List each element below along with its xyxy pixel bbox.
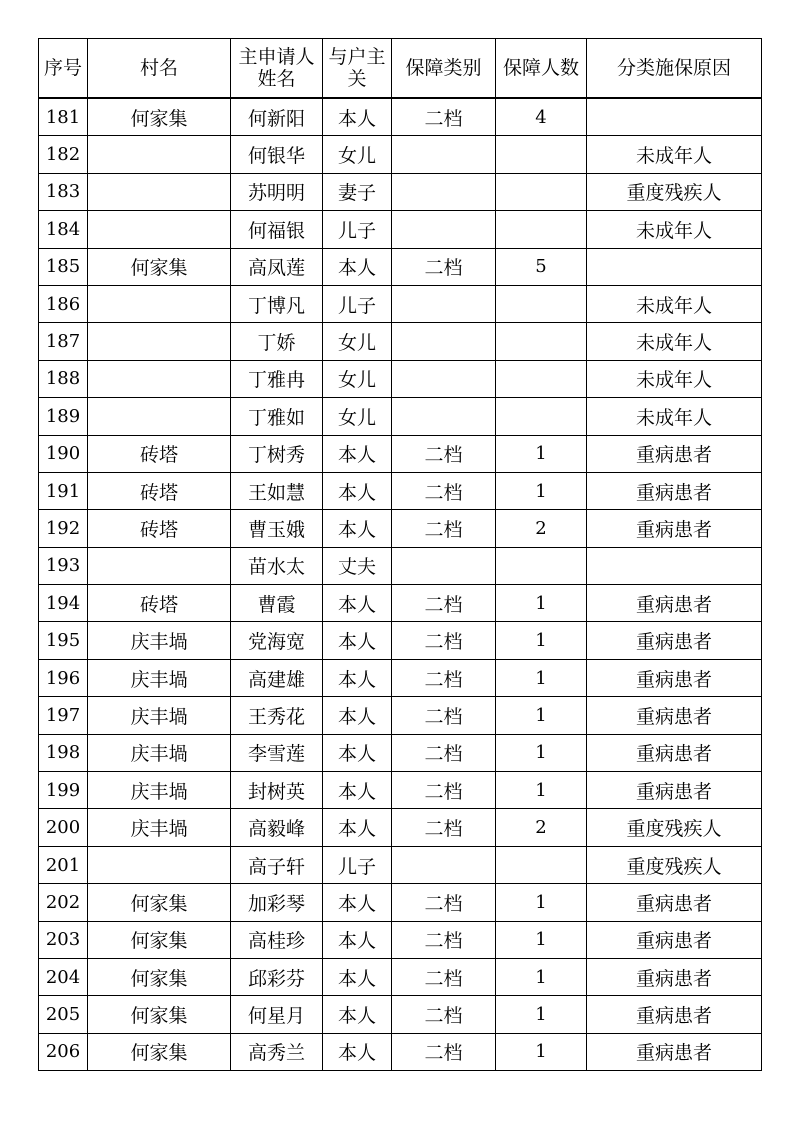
cell-relation: 本人	[323, 697, 392, 734]
cell-category: 二档	[392, 697, 496, 734]
cell-category: 二档	[392, 510, 496, 547]
cell-village: 庆丰堝	[88, 809, 231, 846]
cell-serial: 194	[39, 585, 88, 622]
cell-people-count: 1	[496, 996, 587, 1033]
cell-village: 何家集	[88, 958, 231, 995]
table-row	[39, 323, 762, 360]
cell-relation: 儿子	[323, 846, 392, 883]
cell-village: 砖塔	[88, 472, 231, 509]
cell-relation: 本人	[323, 585, 392, 622]
cell-relation: 本人	[323, 659, 392, 696]
cell-relation: 本人	[323, 958, 392, 995]
cell-category	[392, 323, 496, 360]
cell-reason: 未成年人	[587, 285, 762, 322]
cell-people-count	[496, 846, 587, 883]
header-people-count: 保障人数	[496, 39, 587, 99]
table-row	[39, 772, 762, 809]
cell-category	[392, 846, 496, 883]
table-row	[39, 958, 762, 995]
cell-applicant-name: 何星月	[231, 996, 323, 1033]
cell-people-count	[496, 323, 587, 360]
cell-applicant-name: 封树英	[231, 772, 323, 809]
cell-village	[88, 285, 231, 322]
cell-serial: 200	[39, 809, 88, 846]
cell-serial: 191	[39, 472, 88, 509]
header-relation: 与户主关	[323, 39, 392, 99]
cell-serial: 205	[39, 996, 88, 1033]
cell-people-count	[496, 547, 587, 584]
cell-applicant-name: 邱彩芬	[231, 958, 323, 995]
cell-reason: 未成年人	[587, 398, 762, 435]
cell-applicant-name: 高毅峰	[231, 809, 323, 846]
cell-applicant-name: 加彩琴	[231, 884, 323, 921]
cell-people-count: 1	[496, 697, 587, 734]
cell-category: 二档	[392, 248, 496, 285]
table-row	[39, 697, 762, 734]
cell-people-count	[496, 136, 587, 173]
cell-serial: 182	[39, 136, 88, 173]
cell-applicant-name: 何银华	[231, 136, 323, 173]
header-row	[39, 39, 762, 99]
cell-people-count: 1	[496, 772, 587, 809]
cell-relation: 本人	[323, 98, 392, 136]
table-row	[39, 996, 762, 1033]
cell-serial: 201	[39, 846, 88, 883]
cell-reason: 重病患者	[587, 585, 762, 622]
cell-serial: 197	[39, 697, 88, 734]
cell-relation: 本人	[323, 809, 392, 846]
cell-people-count: 1	[496, 734, 587, 771]
cell-relation: 本人	[323, 472, 392, 509]
cell-applicant-name: 王如慧	[231, 472, 323, 509]
cell-serial: 199	[39, 772, 88, 809]
cell-category: 二档	[392, 921, 496, 958]
table-row	[39, 585, 762, 622]
assistance-table	[38, 38, 762, 1071]
cell-reason: 未成年人	[587, 323, 762, 360]
table-row	[39, 809, 762, 846]
cell-serial: 183	[39, 173, 88, 210]
cell-serial: 196	[39, 659, 88, 696]
cell-category	[392, 547, 496, 584]
cell-village	[88, 398, 231, 435]
table-row	[39, 1033, 762, 1070]
cell-people-count: 1	[496, 435, 587, 472]
cell-applicant-name: 高子轩	[231, 846, 323, 883]
cell-applicant-name: 苏明明	[231, 173, 323, 210]
cell-serial: 192	[39, 510, 88, 547]
table-row	[39, 734, 762, 771]
table-row	[39, 547, 762, 584]
cell-village	[88, 136, 231, 173]
cell-serial: 190	[39, 435, 88, 472]
cell-serial: 184	[39, 211, 88, 248]
table-row	[39, 211, 762, 248]
cell-reason: 重病患者	[587, 435, 762, 472]
cell-reason: 重度残疾人	[587, 173, 762, 210]
cell-people-count: 1	[496, 1033, 587, 1070]
cell-relation: 女儿	[323, 136, 392, 173]
cell-relation: 本人	[323, 1033, 392, 1070]
cell-category: 二档	[392, 809, 496, 846]
table-row	[39, 398, 762, 435]
cell-category	[392, 285, 496, 322]
table-row	[39, 285, 762, 322]
header-applicant-name: 主申请人姓名	[231, 39, 323, 99]
cell-applicant-name: 高桂珍	[231, 921, 323, 958]
cell-applicant-name: 高秀兰	[231, 1033, 323, 1070]
cell-reason	[587, 547, 762, 584]
cell-village: 庆丰堝	[88, 772, 231, 809]
cell-category: 二档	[392, 996, 496, 1033]
cell-reason: 重病患者	[587, 1033, 762, 1070]
cell-people-count: 5	[496, 248, 587, 285]
cell-applicant-name: 曹玉娥	[231, 510, 323, 547]
cell-category	[392, 211, 496, 248]
cell-serial: 193	[39, 547, 88, 584]
cell-serial: 202	[39, 884, 88, 921]
cell-relation: 女儿	[323, 323, 392, 360]
cell-category: 二档	[392, 884, 496, 921]
cell-applicant-name: 何新阳	[231, 98, 323, 136]
cell-category: 二档	[392, 772, 496, 809]
cell-reason: 未成年人	[587, 136, 762, 173]
cell-serial: 187	[39, 323, 88, 360]
cell-people-count: 1	[496, 472, 587, 509]
cell-people-count: 1	[496, 921, 587, 958]
cell-people-count	[496, 285, 587, 322]
cell-category: 二档	[392, 472, 496, 509]
table-row	[39, 472, 762, 509]
cell-serial: 195	[39, 622, 88, 659]
cell-village: 何家集	[88, 884, 231, 921]
cell-serial: 204	[39, 958, 88, 995]
cell-applicant-name: 党海宽	[231, 622, 323, 659]
cell-category	[392, 360, 496, 397]
cell-village	[88, 211, 231, 248]
cell-relation: 儿子	[323, 211, 392, 248]
table-row	[39, 921, 762, 958]
cell-serial: 188	[39, 360, 88, 397]
cell-village: 庆丰堝	[88, 734, 231, 771]
cell-applicant-name: 何福银	[231, 211, 323, 248]
cell-category	[392, 398, 496, 435]
table-row	[39, 884, 762, 921]
table-row	[39, 846, 762, 883]
cell-people-count: 1	[496, 622, 587, 659]
cell-applicant-name: 李雪莲	[231, 734, 323, 771]
table-header	[39, 39, 762, 99]
cell-village: 砖塔	[88, 435, 231, 472]
cell-relation: 儿子	[323, 285, 392, 322]
cell-serial: 185	[39, 248, 88, 285]
cell-reason: 重病患者	[587, 958, 762, 995]
cell-relation: 妻子	[323, 173, 392, 210]
cell-relation: 本人	[323, 772, 392, 809]
cell-village: 砖塔	[88, 585, 231, 622]
cell-village: 何家集	[88, 996, 231, 1033]
cell-serial: 206	[39, 1033, 88, 1070]
table-row	[39, 659, 762, 696]
cell-reason: 重病患者	[587, 472, 762, 509]
cell-village	[88, 547, 231, 584]
cell-people-count: 1	[496, 585, 587, 622]
cell-relation: 本人	[323, 734, 392, 771]
cell-village: 何家集	[88, 921, 231, 958]
cell-reason: 重病患者	[587, 697, 762, 734]
table-row	[39, 622, 762, 659]
cell-relation: 本人	[323, 622, 392, 659]
cell-reason: 未成年人	[587, 360, 762, 397]
table-row	[39, 173, 762, 210]
cell-category	[392, 136, 496, 173]
cell-relation: 女儿	[323, 398, 392, 435]
cell-serial: 203	[39, 921, 88, 958]
cell-category	[392, 173, 496, 210]
cell-village: 何家集	[88, 98, 231, 136]
table-body	[39, 98, 762, 1071]
cell-village	[88, 173, 231, 210]
cell-village: 砖塔	[88, 510, 231, 547]
cell-people-count: 2	[496, 809, 587, 846]
table-row	[39, 136, 762, 173]
cell-reason: 重度残疾人	[587, 846, 762, 883]
cell-category: 二档	[392, 622, 496, 659]
table-row	[39, 98, 762, 136]
cell-relation: 本人	[323, 248, 392, 285]
cell-applicant-name: 丁博凡	[231, 285, 323, 322]
cell-relation: 丈夫	[323, 547, 392, 584]
cell-applicant-name: 高凤莲	[231, 248, 323, 285]
cell-applicant-name: 高建雄	[231, 659, 323, 696]
cell-people-count	[496, 211, 587, 248]
cell-serial: 186	[39, 285, 88, 322]
table-row	[39, 510, 762, 547]
cell-reason: 重病患者	[587, 510, 762, 547]
cell-applicant-name: 苗水太	[231, 547, 323, 584]
cell-village: 庆丰堝	[88, 697, 231, 734]
cell-serial: 198	[39, 734, 88, 771]
cell-reason	[587, 98, 762, 136]
cell-village	[88, 323, 231, 360]
cell-people-count: 1	[496, 884, 587, 921]
cell-category: 二档	[392, 734, 496, 771]
cell-category: 二档	[392, 958, 496, 995]
cell-applicant-name: 丁雅冉	[231, 360, 323, 397]
cell-reason: 重病患者	[587, 622, 762, 659]
cell-applicant-name: 曹霞	[231, 585, 323, 622]
cell-relation: 本人	[323, 510, 392, 547]
cell-category: 二档	[392, 435, 496, 472]
cell-people-count	[496, 360, 587, 397]
cell-relation: 本人	[323, 435, 392, 472]
table-row	[39, 360, 762, 397]
header-category: 保障类别	[392, 39, 496, 99]
cell-relation: 本人	[323, 996, 392, 1033]
cell-applicant-name: 丁树秀	[231, 435, 323, 472]
cell-applicant-name: 丁娇	[231, 323, 323, 360]
cell-village	[88, 360, 231, 397]
cell-serial: 189	[39, 398, 88, 435]
header-serial: 序号	[39, 39, 88, 99]
table-row	[39, 248, 762, 285]
cell-applicant-name: 王秀花	[231, 697, 323, 734]
cell-reason	[587, 248, 762, 285]
cell-people-count: 1	[496, 659, 587, 696]
cell-relation: 本人	[323, 921, 392, 958]
cell-reason: 未成年人	[587, 211, 762, 248]
cell-category: 二档	[392, 659, 496, 696]
cell-village: 庆丰堝	[88, 659, 231, 696]
cell-people-count: 2	[496, 510, 587, 547]
cell-applicant-name: 丁雅如	[231, 398, 323, 435]
cell-people-count: 4	[496, 98, 587, 136]
cell-people-count: 1	[496, 958, 587, 995]
cell-village: 何家集	[88, 1033, 231, 1070]
cell-reason: 重病患者	[587, 884, 762, 921]
cell-reason: 重病患者	[587, 772, 762, 809]
cell-village: 何家集	[88, 248, 231, 285]
header-reason: 分类施保原因	[587, 39, 762, 99]
cell-reason: 重病患者	[587, 921, 762, 958]
cell-serial: 181	[39, 98, 88, 136]
cell-reason: 重病患者	[587, 996, 762, 1033]
cell-people-count	[496, 173, 587, 210]
cell-village: 庆丰堝	[88, 622, 231, 659]
cell-category: 二档	[392, 1033, 496, 1070]
cell-village	[88, 846, 231, 883]
header-village: 村名	[88, 39, 231, 99]
cell-relation: 本人	[323, 884, 392, 921]
cell-reason: 重病患者	[587, 659, 762, 696]
cell-relation: 女儿	[323, 360, 392, 397]
cell-reason: 重度残疾人	[587, 809, 762, 846]
cell-reason: 重病患者	[587, 734, 762, 771]
cell-category: 二档	[392, 585, 496, 622]
cell-category: 二档	[392, 98, 496, 136]
table-row	[39, 435, 762, 472]
cell-people-count	[496, 398, 587, 435]
